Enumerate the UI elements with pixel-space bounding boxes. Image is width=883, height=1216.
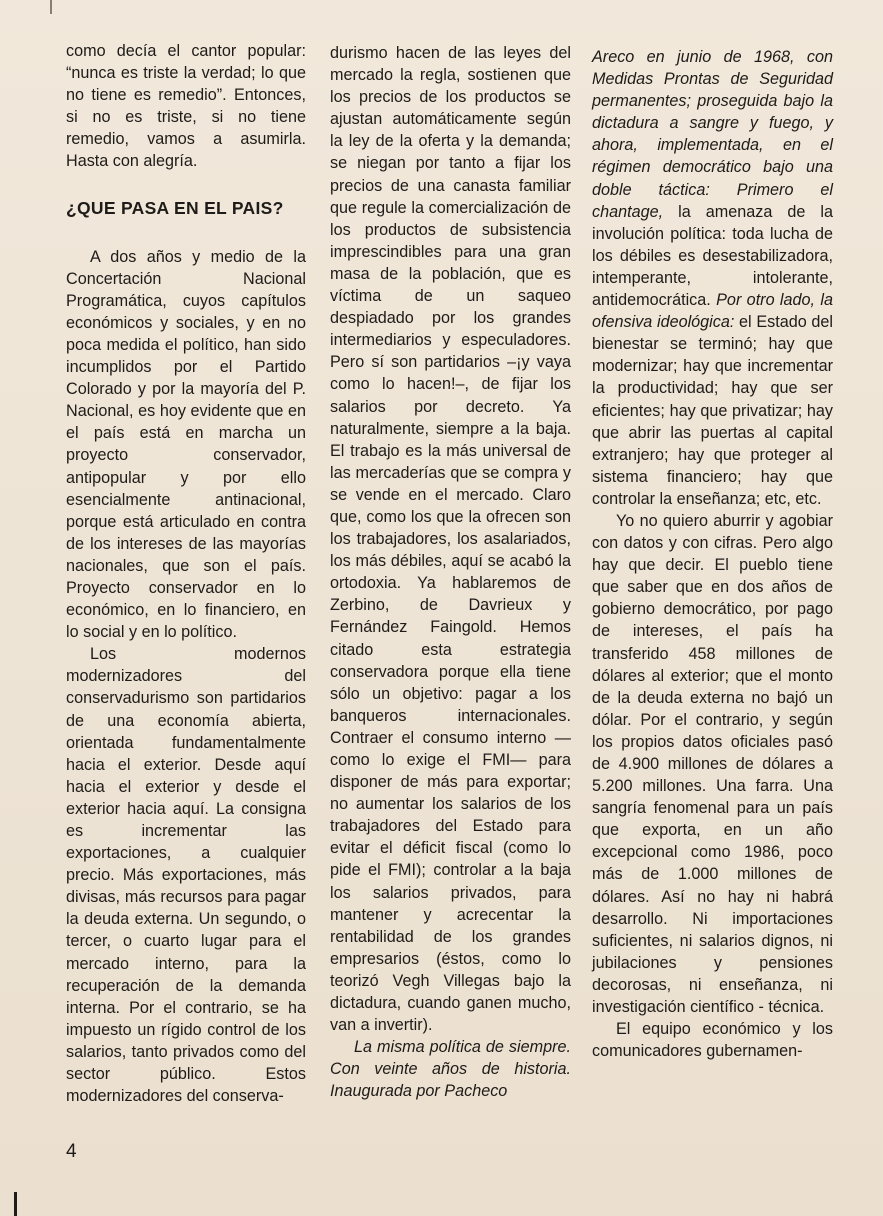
paragraph-intro: como decía el cantor popular: “nunca es triste la verdad; lo que no tiene es remedio”. Entonces, si no es triste, si no tiene remedio, vamos a asumirla. Hasta con alegría.	[66, 42, 306, 171]
edge-mark	[14, 1192, 17, 1216]
paragraph-modernizadores: Los modernos modernizadores del conservadurismo son partidarios de una economía abierta, orientada fundamentalmente hacia el exterior. Desde aquí hacia el exterior y desde el exterior hacia aquí. La consigna es incrementar las exportaciones, a cualquier precio. Más exportaciones, más divisas, más recursos para pagar la deuda externa. Un segundo, o tercer, o cuarto lugar para el mercado interno, para la recuperación de la demanda interna. Por el contrario, se ha impuesto un rígido control de los salarios, tanto privados como del sector público. Estos modernizadores del conserva-	[66, 645, 306, 1106]
section-heading: ¿QUE PASA EN EL PAIS?	[66, 197, 284, 218]
paragraph-concertacion: A dos años y medio de la Concertación Nacional Programática, cuyos capítulos económicos y sociales, y en no poca medida el político, han sido incumplidos por el Partido Colorado y por la mayoría del P. Nacional, es hoy evidente que en el país está en marcha un proyecto conservador, antipopular y por ello esencialmente antinacional, porque está articulado en contra de los intereses de las mayorías nacionales, que son el país. Proyecto conservador en lo económico, en lo financiero, en lo social y en lo político.	[66, 247, 306, 642]
column-2	[330, 42, 571, 1103]
text-involucion: la amenaza de la involución política: toda lucha de los débiles es desestabilizadora, intemperante, intolerante, antidemocrática.	[592, 202, 833, 310]
text-italic-ofensiva: Por otro lado, la ofensiva ideológica:	[592, 291, 833, 332]
column-1	[66, 40, 306, 1107]
column-3	[592, 46, 833, 1062]
paragraph-conservadurismo: durismo hacen de las leyes del mercado la regla, sostienen que los precios de los productos se ajustan automáticamente según la ley de la oferta y la demanda; se niegan por tanto a fijar los precios de una canasta familiar que regule la comercialización de los productos de subsistencia imprescindibles para una gran masa de la población, que es víctima de un saqueo despiadado por los grandes intermediarios y especuladores. Pero sí son partidarios –¡y vaya como lo hacen!–, de fijar los salarios por decreto. Ya naturalmente, siempre a la baja. El trabajo es la más universal de las mercaderías que se compra y se vende en el mercado. Claro que, como los que la ofrecen son los trabajadores, los asalariados, los más débiles, aquí se acabó la ortodoxia. Ya hablaremos de Zerbino, de Davrieux y Fernández Faingold. Hemos citado esta estrategia conservadora porque ella tiene sólo un objetivo: pagar a los banqueros internacionales. Contraer el consumo interno —como lo exige el FMI— para disponer de más para exportar; no aumentar los salarios de los trabajadores del Estado para evitar el déficit fiscal (como lo pide el FMI); controlar a la baja los salarios privados, para mantener y acrecentar la rentabilidad de los grandes empresarios (éstos, como lo teorizó Vegh Villegas bajo la dictadura, cuando ganen mucho, van a invertir).	[330, 44, 571, 1035]
print-mark	[50, 0, 52, 14]
paragraph-politica-italic: La misma política de siempre. Con veinte años de historia. Inaugurada por Pacheco	[330, 1038, 571, 1101]
text-estado-bienestar: el Estado del bienestar se terminó; hay que modernizar; hay que incrementar la productividad; hay que ser eficientes; hay que privatizar; hay que abrir las puertas al capital extranjero; hay que proteger al sistema financiero; hay que controlar la enseñanza; etc, etc.	[592, 313, 834, 508]
paragraph-areco	[592, 46, 833, 510]
paragraph-equipo-economico: El equipo económico y los comunicadores gubernamen-	[592, 1020, 833, 1061]
page-number: 4	[66, 1141, 77, 1162]
text-italic-areco: Areco en junio de 1968, con Medidas Prontas de Seguridad permanentes; proseguida bajo la dictadura a sangre y fuego, y ahora, implementada, en el régimen democrático bajo una doble táctica: Primero el chantage,	[592, 48, 833, 221]
paragraph-datos-cifras: Yo no quiero aburrir y agobiar con datos y con cifras. Pero algo hay que decir. El pueblo tiene que saber que en dos años de gobierno democrático, por pago de intereses, el país ha transferido 458 millones de dólares al exterior; que el monto de la deuda externa no bajó un dólar. Por el contrario, y según los propios datos oficiales pasó de 4.900 millones de dólares a 5.200 millones. Una farra. Una sangría fenomenal para un país que exporta, en un año excepcional como 1986, poco más de 1.000 millones de dólares. Así no hay ni habrá desarrollo. Ni importaciones suficientes, ni salarios dignos, ni jubilaciones y pensiones decorosas, ni enseñanza, ni investigación científico - técnica.	[592, 511, 833, 1017]
